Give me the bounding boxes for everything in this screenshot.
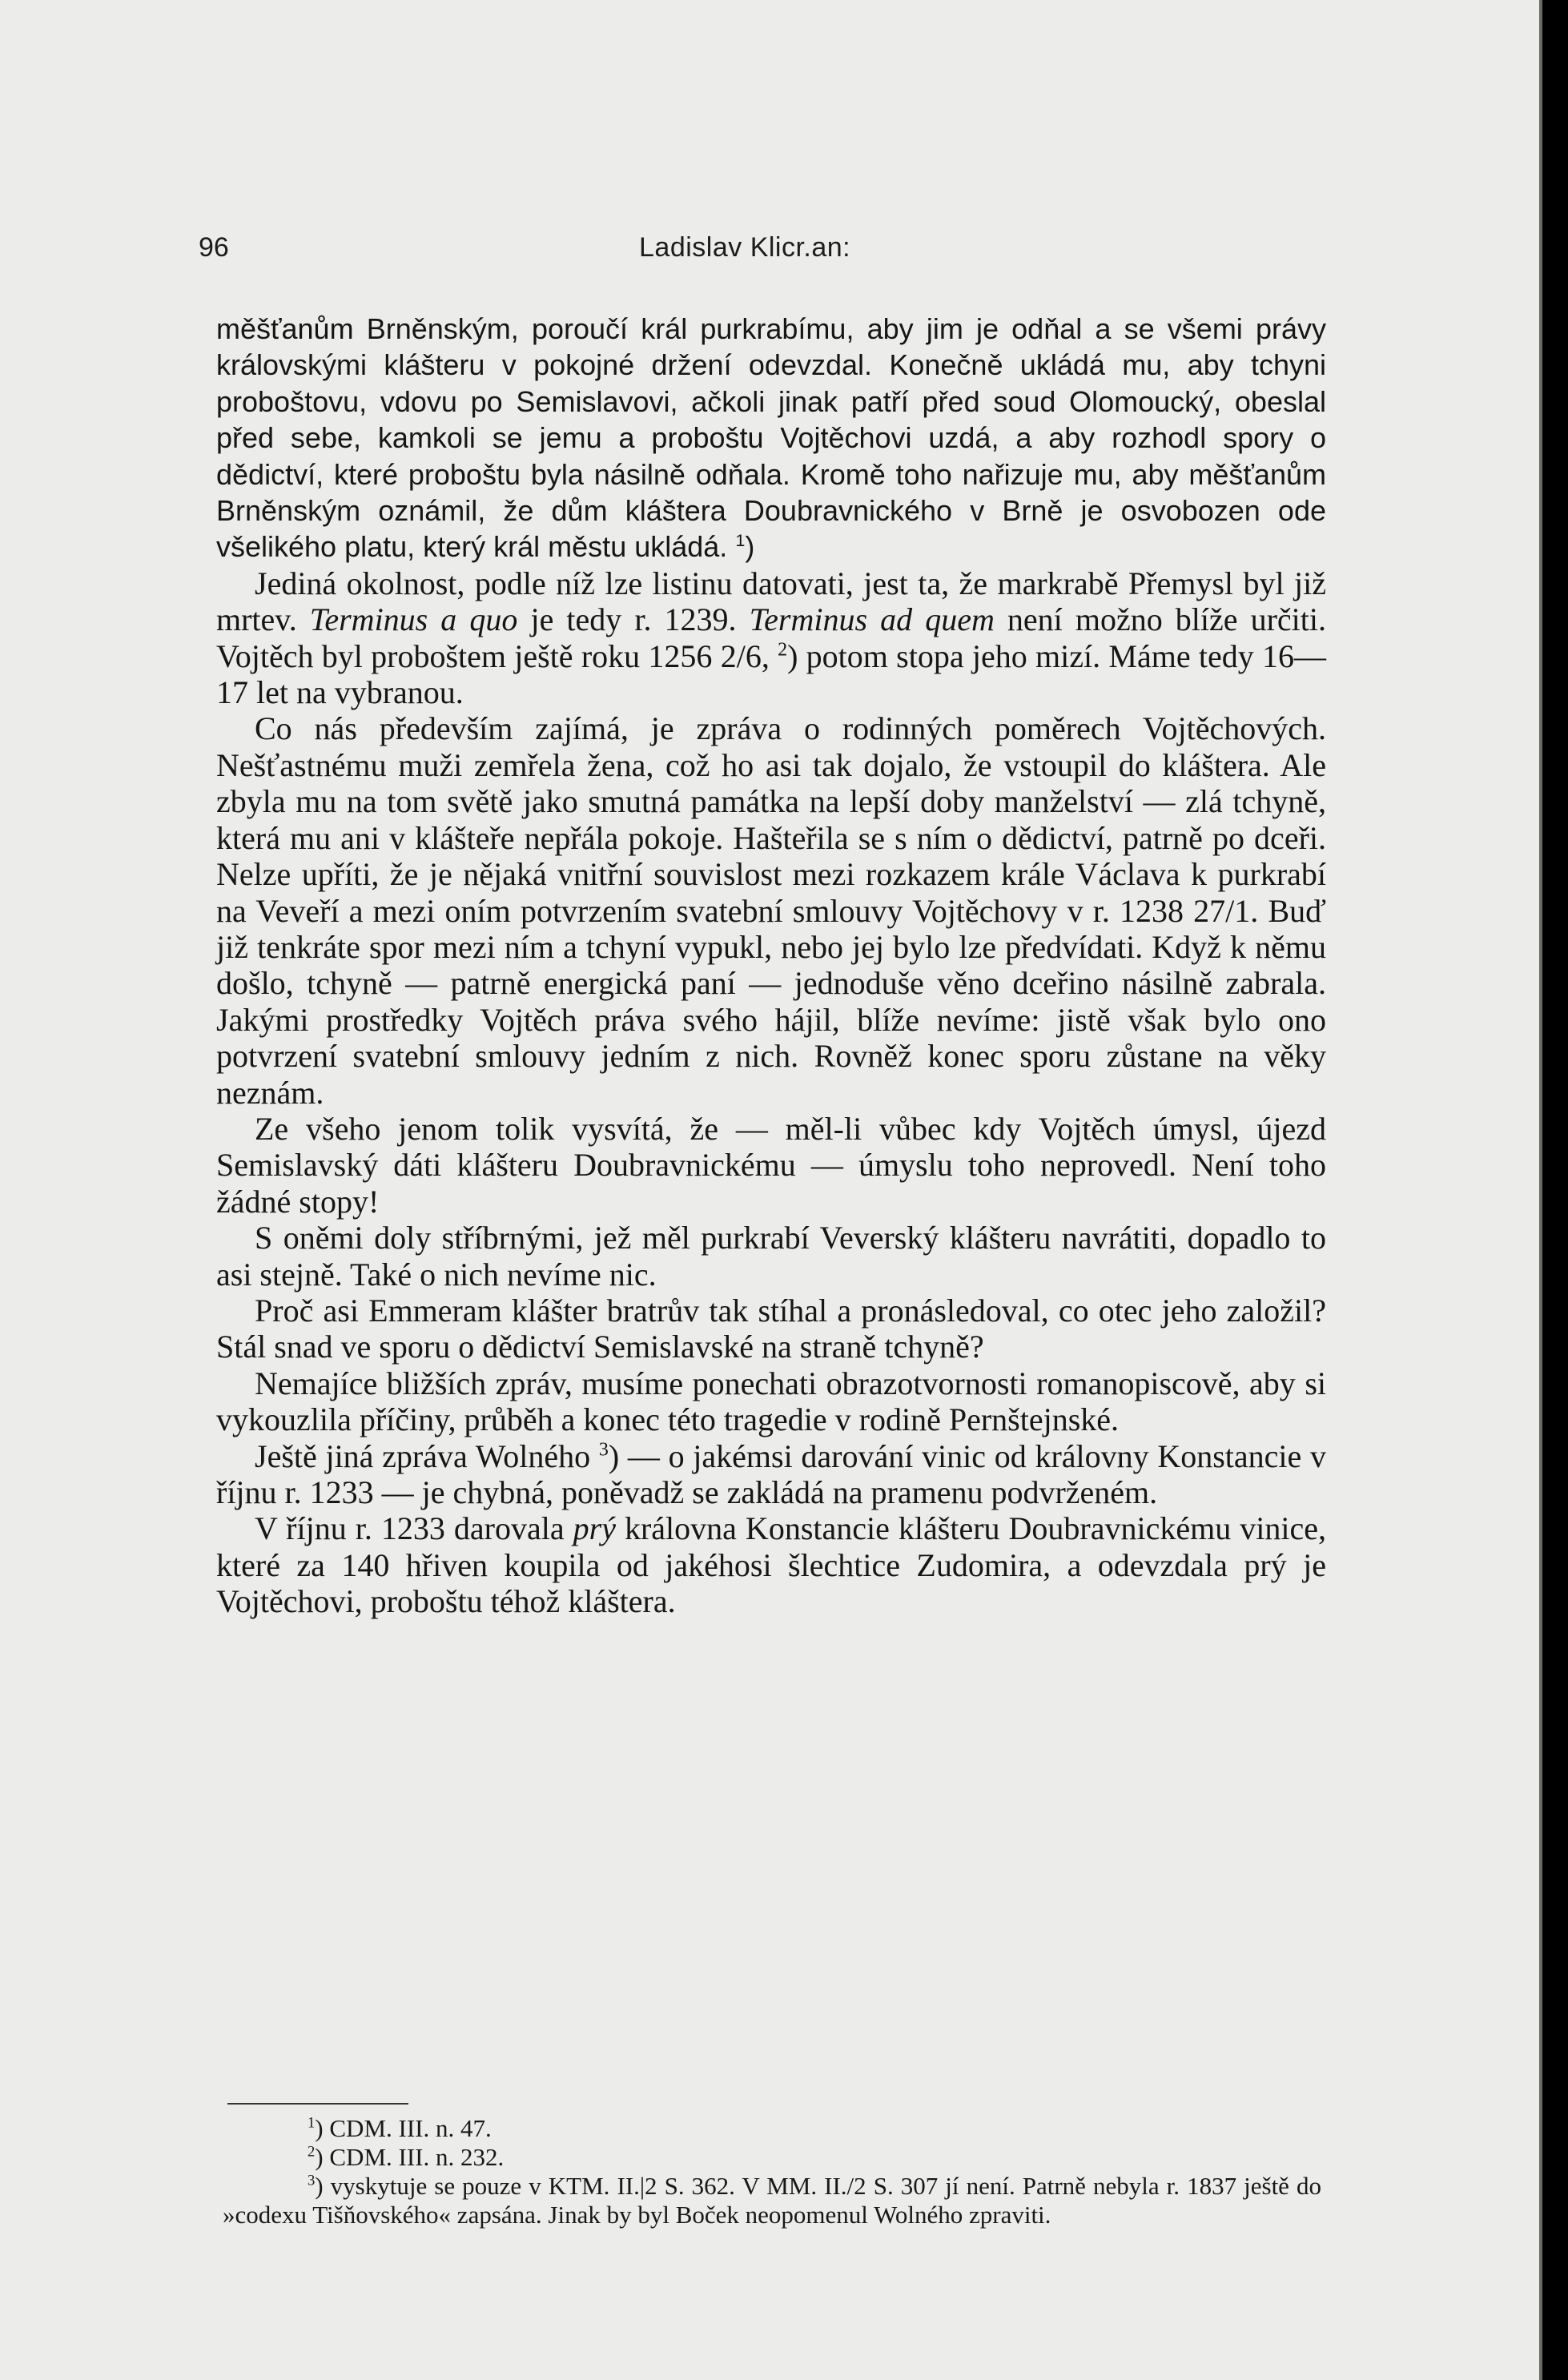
italic-term: Terminus a quo (309, 601, 518, 638)
footnote-rule (227, 2103, 408, 2105)
paragraph (216, 1111, 1326, 1220)
text-run: královna Konstancie klášteru Doubravnickému vinice, které za 140 hřiven koupila od jakéhosi šlechtice Zudomira, a odevzdala prý je Vojtěchovi, proboštu téhož kláštera. (216, 1510, 1326, 1620)
footnote-ref: 1 (735, 530, 746, 551)
footnote-mark: 1 (308, 2114, 316, 2132)
italic-term: prý (573, 1510, 616, 1547)
running-title: Ladislav Klicr.an: (639, 232, 851, 263)
text-run: S oněmi doly stříbrnými, jež měl purkrabí Veverský klášteru navrátiti, dopadlo to asi stejně. Také o nich nevíme nic. (216, 1220, 1326, 1293)
paragraph (216, 710, 1326, 1110)
page-number: 96 (199, 232, 229, 263)
text-run: ) — o jakémsi darování vinic od královny Konstancie v říjnu r. 1233 — je chybná, poněvadž se zakládá na pramenu podvrženém. (216, 1437, 1326, 1510)
paragraph (216, 1510, 1326, 1619)
paragraph (216, 1293, 1326, 1365)
footnote-mark: 2 (308, 2143, 316, 2161)
paragraph (216, 311, 1326, 565)
text-run: ) (745, 530, 755, 564)
text-run: Ze všeho jenom tolik vysvítá, že — měl-li vůbec kdy Vojtěch úmysl, újezd Semislavský dáti klášteru Doubravnickému — úmyslu toho neprovedl. Není toho žádné stopy! (216, 1110, 1326, 1220)
footnote-text: CDM. III. n. 47. (329, 2114, 492, 2142)
italic-term: Terminus ad quem (749, 601, 995, 638)
footnote-paren: ) (315, 2143, 330, 2171)
text-run: V říjnu r. 1233 darovala (255, 1510, 573, 1547)
text-run: Co nás především zajímá, je zpráva o rodinných poměrech Vojtěchových. Nešťastnému muži zemřela žena, což ho asi tak dojalo, že vstoupil do kláštera. Ale zbyla mu na tom světě jako smutná památka na lepší doby manželství — zlá tchyně, která mu ani v klášteře nepřála pokoje. Hašteřila se s ním o dědictví, patrně po dceři. Nelze upříti, že je nějaká vnitřní souvislost mezi rozkazem krále Václava k purkrabí na Veveří a mezi oním potvrzením svatební smlouvy Vojtěchovy v r. 1238 27/1. Buď již tenkráte spor mezi ním a tchyní vypukl, nebo jej bylo lze předvídati. Když k němu došlo, tchyně — patrně energická paní — jednoduše věno dceřino násilně zabrala. Jakými prostředky Vojtěch práva svého hájil, blíže nevíme: jistě však bylo ono potvrzení svatební smlouvy jedním z nich. Rovněž konec sporu zůstane na věky neznám. (216, 710, 1326, 1111)
paragraph (216, 1438, 1326, 1511)
footnote-paren: ) (315, 2114, 330, 2142)
footnote-ref: 3 (598, 1439, 609, 1461)
text-run: Proč asi Emmeram klášter bratrův tak stíhal a pronásledoval, co otec jeho založil? Stál snad ve sporu o dědictví Semislavské na straně tchyně? (216, 1292, 1326, 1365)
text-run: není možno blíže určiti. Vojtěch byl proboštem ještě roku 1256 2/6, (216, 601, 1327, 674)
page-header (199, 232, 1326, 280)
footnote (223, 2114, 1321, 2143)
footnote (223, 2172, 1321, 2229)
text-run: ) potom stopa jeho mizí. Máme tedy 16—17 let na vybranou. (216, 637, 1326, 711)
footnotes (223, 2114, 1321, 2229)
text-run: Nemajíce bližších zpráv, musíme ponechati obrazotvornosti romanopiscově, aby si vykouzlila příčiny, průběh a konec této tragedie v rodině Pernštejnské. (216, 1365, 1326, 1438)
footnote-paren: ) (315, 2172, 331, 2200)
footnote-ref: 2 (778, 639, 788, 661)
footnote (223, 2143, 1321, 2172)
paragraph (216, 565, 1326, 711)
paragraph (216, 1365, 1326, 1438)
footnote-mark: 3 (308, 2172, 316, 2189)
scan-border (1546, 0, 1568, 2380)
paragraph (216, 1220, 1326, 1293)
footnote-text: vyskytuje se pouze v KTM. II.|2 S. 362. V MM. II./2 S. 307 jí není. Patrně nebyla r. 1837 ještě do »codexu Tišňovského« zapsána. Jinak by byl Boček neopomenul Wolného zpraviti. (223, 2172, 1321, 2229)
footnote-text: CDM. III. n. 232. (329, 2143, 505, 2171)
text-run: je tedy r. 1239. (517, 601, 750, 638)
body-text (216, 311, 1326, 1620)
text-run: Ještě jiná zpráva Wolného (255, 1437, 599, 1474)
text-run: měšťanům Brněnským, poroučí král purkrabímu, aby jim je odňal a se všemi právy královskými klášteru v pokojné držení odevzdal. Konečně ukládá mu, aby tchyni proboštovu, vdovu po Semislavovi, ačkoli jinak patří před soud Olomoucký, obeslal před sebe, kamkoli se jemu a proboštu Vojtěchovi uzdá, a aby rozhodl spory o dědictví, které proboštu byla násilně odňala. Kromě toho nařizuje mu, aby měšťanům Brněnským oznámil, že dům kláštera Doubravnického v Brně je osvobozen ode všelikého platu, který král městu ukládá. (216, 312, 1326, 564)
text-run: Jediná okolnost, podle níž lze listinu datovati, jest ta, že markrabě Přemysl byl již mrtev. (216, 565, 1326, 638)
